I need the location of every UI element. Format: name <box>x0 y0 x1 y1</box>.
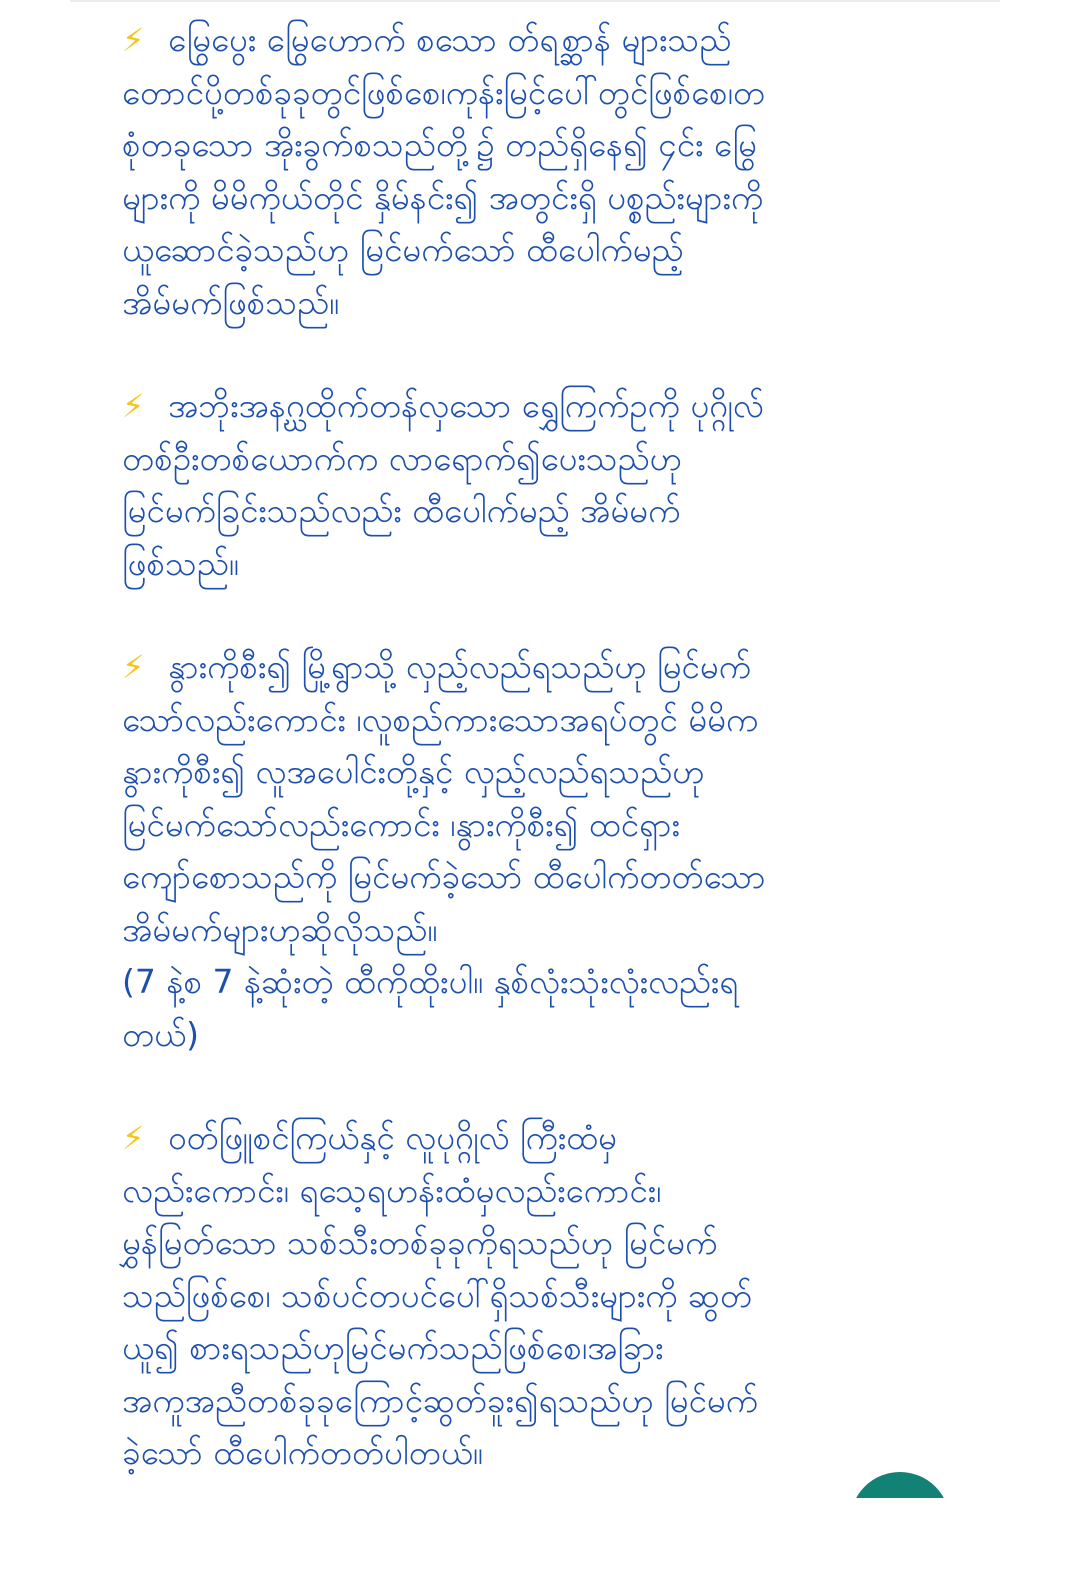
paragraph-line: ခဲ့သော် ထီပေါက်တတ်ပါတယ်။ <box>122 1433 483 1472</box>
paragraph-line: သည်ဖြစ်စေ၊ သစ်ပင်တပင်ပေါ်ရှိသစ်သီးများကို ဆွတ် <box>122 1275 752 1315</box>
paragraph-line: စုံတခုသော အိုးခွက်စသည်တို့၌ တည်ရှိနေ၍ ၄င်း မြွေ <box>122 125 757 164</box>
paragraph-line: အကူအညီတစ်ခုခုကြောင့်ဆွတ်ခူး၍ရသည်ဟု မြင်မက် <box>122 1380 758 1420</box>
paragraph-line: တစ်ဦးတစ်ယောက်က လာရောက်၍ပေးသည်ဟု <box>122 438 682 478</box>
lightning-bolt-icon: ⚡ <box>122 21 145 59</box>
paragraph-line: ⚡ နွားကိုစီး၍ မြို့ရွာသို့ လှည့်လည်ရသည်ဟု မြင်မက် <box>122 641 952 694</box>
paragraph-line: သော်လည်းကောင်း ၊လူစည်ကားသောအရပ်တွင် မိမိက <box>122 699 759 739</box>
paragraph-line: မွှန်မြတ်သော သစ်သီးတစ်ခုခုကိုရသည်ဟု မြင်မက် <box>122 1223 718 1262</box>
dream-paragraph-2 <box>122 380 952 590</box>
paragraph-line: ယူဆောင်ခဲ့သည်ဟု မြင်မက်သော် ထီပေါက်မည့် <box>122 230 684 269</box>
paragraph-line: အိမ်မက်များဟုဆိုလိုသည်။ <box>122 909 438 949</box>
paragraph-line: လည်းကောင်း၊ ရသေ့ရဟန်းထံမှလည်းကောင်း၊ <box>122 1170 662 1210</box>
paragraph-line: မြင်မက်ခြင်းသည်လည်း ထီပေါက်မည့် အိမ်မက် <box>122 491 681 530</box>
paragraph-line: (7 နဲ့စ 7 နဲ့ဆုံးတဲ့ ထီကိုထိုးပါ။ နှစ်လုံးသုံးလုံးလည်းရ <box>122 962 739 1001</box>
paragraph-line: ကျော်စောသည်ကို မြင်မက်ခဲ့သော် ထီပေါက်တတ်သော <box>122 857 766 896</box>
lightning-bolt-icon: ⚡ <box>122 387 145 425</box>
fab-circle[interactable] <box>850 1472 950 1498</box>
article-body <box>122 14 952 1531</box>
lightning-bolt-icon: ⚡ <box>122 1119 145 1157</box>
paragraph-line: နွားကိုစီး၍ လူအပေါင်းတို့နှင့် လှည့်လည်ရသည်ဟု <box>122 752 705 791</box>
paragraph-line: တယ်) <box>122 1014 200 1054</box>
paragraph-line: မြင်မက်သော်လည်းကောင်း ၊နွားကိုစီး၍ ထင်ရှား <box>122 804 680 844</box>
paragraph-line: တောင်ပို့တစ်ခုခုတွင်ဖြစ်စေ၊ကုန်းမြင့်ပေါ်တွင်ဖြစ်စေ၊တ <box>122 72 765 112</box>
paragraph-line: ဖြစ်သည်။ <box>122 543 239 583</box>
floating-action-button[interactable] <box>850 1472 950 1498</box>
top-divider <box>70 0 1000 2</box>
paragraph-line: ⚡ မြွေပွေး မြွေဟောက် စသော တ်ရစ္ဆာန် များသည် <box>122 14 952 67</box>
lightning-bolt-icon: ⚡ <box>122 648 145 686</box>
paragraph-line: များကို မိမိကိုယ်တိုင် နှိမ်နင်း၍ အတွင်းရှိ ပစ္စည်းများကို <box>122 177 764 217</box>
dream-paragraph-1 <box>122 14 952 329</box>
dream-paragraph-3 <box>122 641 952 1061</box>
paragraph-line: အိမ်မက်ဖြစ်သည်။ <box>122 282 340 322</box>
paragraph-line: ⚡ ဝတ်ဖြူစင်ကြယ်နှင့် လူပုဂ္ဂိုလ် ကြီးထံမှ <box>122 1112 952 1165</box>
dream-paragraph-4 <box>122 1112 952 1480</box>
paragraph-line: ယူ၍ စားရသည်ဟုမြင်မက်သည်ဖြစ်စေ၊အခြား <box>122 1328 664 1367</box>
paragraph-line: ⚡ အဘိုးအနဂ္ဃထိုက်တန်လှသော ရွှေကြက်ဥကို ပုဂ္ဂိုလ် <box>122 380 952 433</box>
